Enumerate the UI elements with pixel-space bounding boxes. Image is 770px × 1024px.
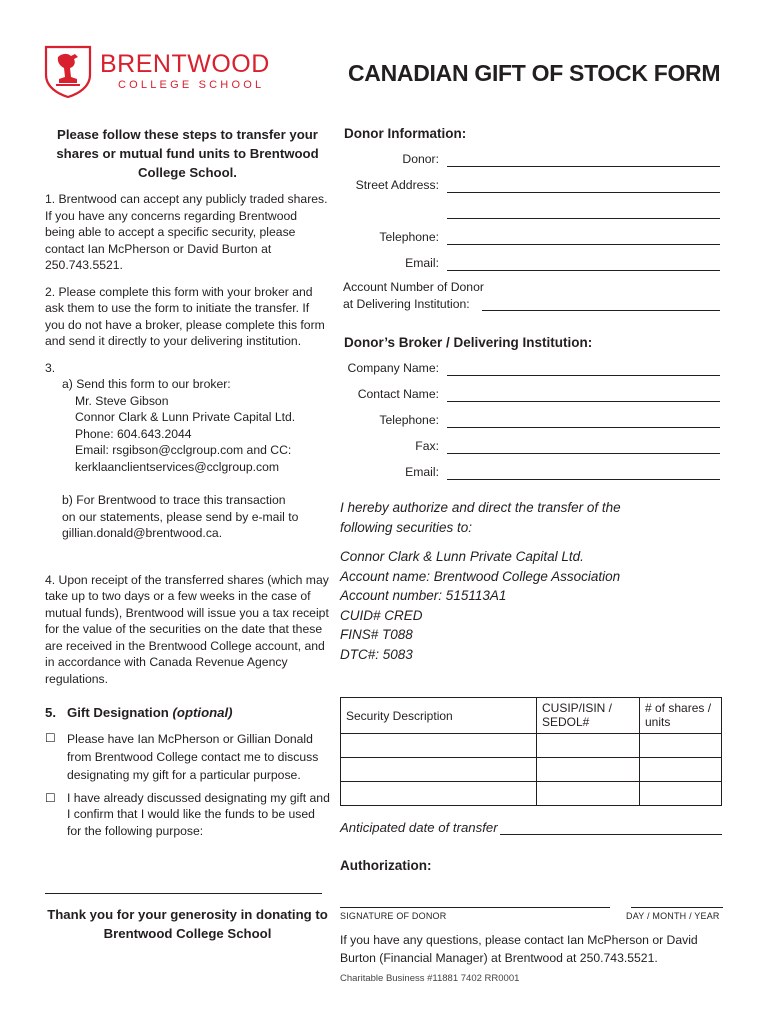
checkbox-icon[interactable]: ☐ xyxy=(45,790,56,805)
account-number-label xyxy=(343,279,484,313)
donor-email-label: Email: xyxy=(405,256,439,270)
donor-email-input-line[interactable] xyxy=(447,270,720,271)
table-row[interactable] xyxy=(341,782,722,806)
date-input-line[interactable] xyxy=(631,907,723,908)
table-cell[interactable] xyxy=(537,734,640,758)
table-row[interactable] xyxy=(341,734,722,758)
logo-name: BRENTWOOD xyxy=(100,50,270,78)
donor-email-field[interactable] xyxy=(340,256,722,276)
account-label-line-2: at Delivering Institution: xyxy=(343,297,470,311)
table-row[interactable] xyxy=(341,758,722,782)
table-cell[interactable] xyxy=(341,782,537,806)
street-address-input-line-2[interactable] xyxy=(447,218,720,219)
table-cell[interactable] xyxy=(640,782,722,806)
broker-telephone-input-line[interactable] xyxy=(447,427,720,428)
recipient-line: CUID# CRED xyxy=(340,607,423,623)
checkbox-contact-row[interactable] xyxy=(45,730,330,784)
broker-fax-field[interactable] xyxy=(340,439,722,459)
form-title: CANADIAN GIFT OF STOCK FORM xyxy=(348,60,721,86)
company-name-field[interactable] xyxy=(340,361,722,381)
broker-heading: Donor’s Broker / Delivering Institution: xyxy=(344,335,593,350)
instructions-column xyxy=(45,125,330,845)
table-cell[interactable] xyxy=(341,758,537,782)
checkbox-discussed-label: I have already discussed designating my gift and I confirm that I would like the funds to be used for the following purpose: xyxy=(67,790,330,838)
recipient-account-block xyxy=(340,547,722,664)
charity-number: Charitable Business #11881 7402 RR0001 xyxy=(340,973,520,984)
date-label: DAY / MONTH / YEAR xyxy=(626,911,720,921)
recipient-line: Account number: 515113A1 xyxy=(340,588,507,603)
table-cell[interactable] xyxy=(537,782,640,806)
table-cell[interactable] xyxy=(341,734,537,758)
checkbox-icon[interactable]: ☐ xyxy=(45,730,56,745)
step-1: 1. Brentwood can accept any publicly traded shares. If you have any concerns regarding Brentwood being able to accept a specific security, please contact Ian McPherson or David Burton at 250.743.5521. xyxy=(45,192,328,272)
contact-name-field[interactable] xyxy=(340,387,722,407)
broker-contact-line: Mr. Steve Gibson xyxy=(75,393,169,408)
recipient-line: Connor Clark & Lunn Private Capital Ltd. xyxy=(340,549,584,564)
step-2: 2. Please complete this form with your broker and ask them to use the form to initiate the transfer. If you do not have a broker, please complete this form and send it directly to your delivering institution. xyxy=(45,284,325,348)
step-3-number: 3. xyxy=(45,360,56,375)
step-3a-intro: a) Send this form to our broker: xyxy=(62,377,231,391)
step-5-number: 5. xyxy=(45,705,56,720)
logo-subtitle: COLLEGE SCHOOL xyxy=(118,79,265,91)
contact-name-label: Contact Name: xyxy=(357,387,439,401)
step-5-title: Gift Designation xyxy=(67,705,169,720)
recipient-line: DTC#: 5083 xyxy=(340,646,413,662)
thank-you-note: Thank you for your generosity in donating to Brentwood College School xyxy=(47,907,328,941)
authorization-heading: Authorization: xyxy=(340,858,432,873)
broker-fax-input-line[interactable] xyxy=(447,453,720,454)
company-name-input-line[interactable] xyxy=(447,375,720,376)
street-address-label: Street Address: xyxy=(355,178,439,192)
broker-contact-line: Connor Clark & Lunn Private Capital Ltd. xyxy=(75,410,296,424)
table-cell[interactable] xyxy=(537,758,640,782)
broker-email-field[interactable] xyxy=(340,465,722,485)
broker-email-label: Email: xyxy=(405,465,439,479)
donor-label: Donor: xyxy=(402,152,439,166)
broker-telephone-field[interactable] xyxy=(340,413,722,433)
street-address-field[interactable] xyxy=(340,178,722,198)
securities-table xyxy=(340,697,722,806)
recipient-line: Account name: Brentwood College Association xyxy=(340,568,621,584)
signature-input-line[interactable] xyxy=(340,907,610,908)
contact-name-input-line[interactable] xyxy=(447,401,720,402)
table-cell[interactable] xyxy=(640,734,722,758)
donor-telephone-label: Telephone: xyxy=(379,230,439,244)
donor-input-line[interactable] xyxy=(447,166,720,167)
checkbox-discussed-row[interactable] xyxy=(45,790,330,840)
account-label-line-1: Account Number of Donor xyxy=(343,280,484,294)
broker-email-input-line[interactable] xyxy=(447,479,720,480)
anticipated-date-label: Anticipated date of transfer xyxy=(340,820,498,835)
shares-header: # of shares / units xyxy=(640,698,722,734)
checkbox-contact-label: Please have Ian McPherson or Gillian Donald from Brentwood College contact me to discuss designating my gift for a particular purpose. xyxy=(67,731,319,782)
broker-contact-line: kerklaanclientservices@cclgroup.com xyxy=(75,459,280,474)
street-address-input-line[interactable] xyxy=(447,192,720,193)
step-5-heading xyxy=(45,705,330,722)
questions-note: If you have any questions, please contact Ian McPherson or David Burton (Financial Manager) at Brentwood at 250.743.5521. xyxy=(340,933,698,965)
anticipated-date-input-line[interactable] xyxy=(500,834,722,835)
recipient-line: FINS# T088 xyxy=(340,627,413,642)
steps-title: Please follow these steps to transfer your shares or mutual fund units to Brentwood College School. xyxy=(56,127,319,180)
street-address-field-2[interactable] xyxy=(340,204,722,224)
donor-field[interactable] xyxy=(340,152,722,172)
broker-contact-line: Email: rsgibson@cclgroup.com and CC: xyxy=(75,443,292,457)
table-cell[interactable] xyxy=(640,758,722,782)
signature-label: SIGNATURE OF DONOR xyxy=(340,911,447,921)
step-4: 4. Upon receipt of the transferred shares (which may take up to two days or a few weeks in the case of mutual funds), Brentwood will issue you a tax receipt for the value of the securities on the date that these are received in the Brentwood College account, and in accordance with Canada Revenue Agency regulations. xyxy=(45,572,329,686)
brentwood-shield-logo xyxy=(44,45,92,98)
donor-heading: Donor Information: xyxy=(344,126,467,141)
company-name-label: Company Name: xyxy=(347,361,439,375)
broker-fax-label: Fax: xyxy=(415,439,439,453)
authorize-text: I hereby authorize and direct the transfer of the following securities to: xyxy=(340,500,621,535)
donor-telephone-input-line[interactable] xyxy=(447,244,720,245)
donor-telephone-field[interactable] xyxy=(340,230,722,250)
broker-contact-line: Phone: 604.643.2044 xyxy=(75,426,192,441)
step-3b: b) For Brentwood to trace this transaction on our statements, please send by e-mail to gillian.donald@brentwood.ca. xyxy=(62,493,299,540)
security-description-header: Security Description xyxy=(341,698,537,734)
purpose-line[interactable] xyxy=(45,893,322,894)
table-header-row xyxy=(341,698,722,734)
account-number-input-line[interactable] xyxy=(482,310,720,311)
step-5-optional: (optional) xyxy=(172,705,233,720)
cusip-header: CUSIP/ISIN / SEDOL# xyxy=(537,698,640,734)
broker-telephone-label: Telephone: xyxy=(379,413,439,427)
